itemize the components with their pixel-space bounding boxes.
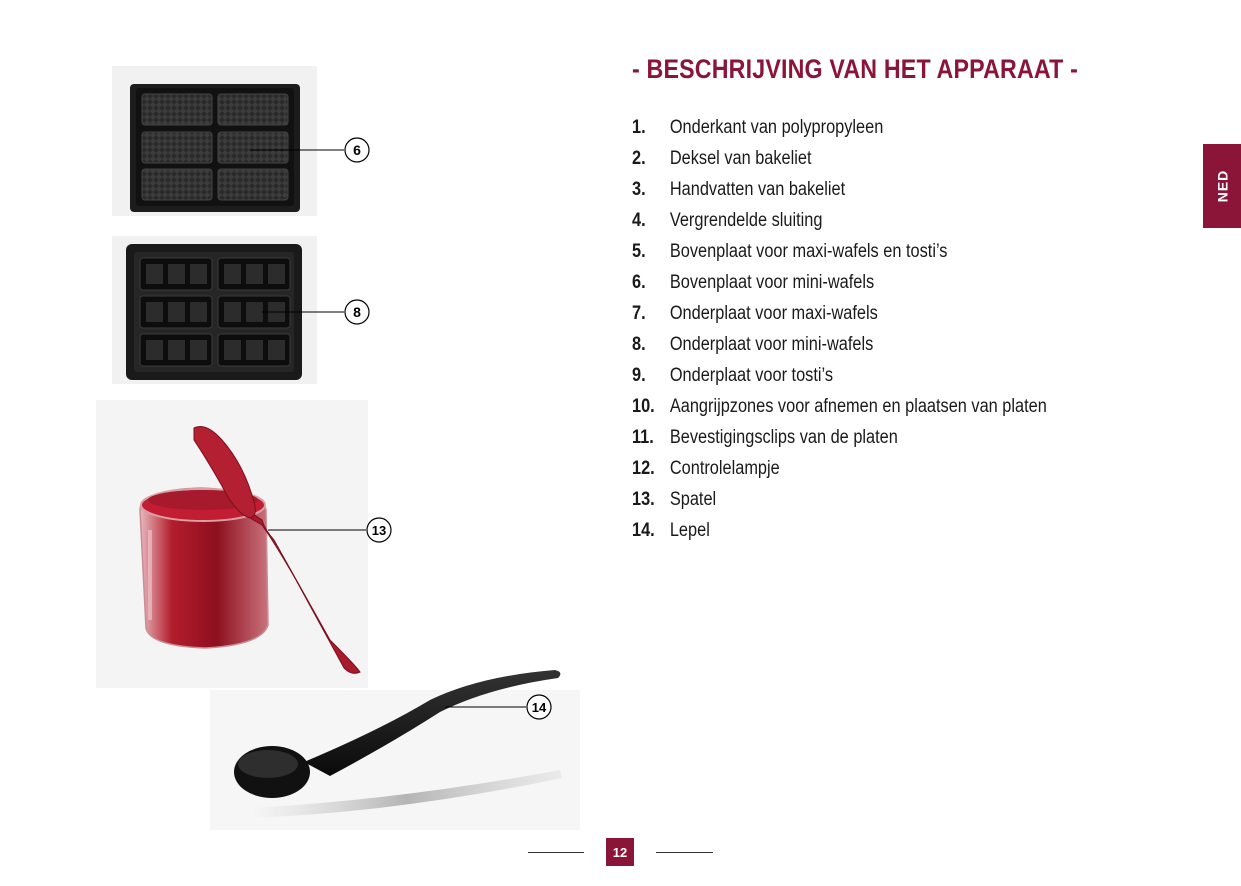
list-item: 7. Onderplaat voor maxi-wafels (632, 303, 878, 324)
page-title: - BESCHRIJVING VAN HET APPARAAT - (632, 54, 1079, 84)
ladle (210, 670, 580, 830)
parts-list (632, 114, 1114, 548)
list-item: 4. Vergrendelde sluiting (632, 210, 823, 231)
list-item: 8. Onderplaat voor mini-wafels (632, 334, 874, 355)
list-item: 2. Deksel van bakeliet (632, 148, 812, 169)
footer-rule-left (528, 852, 584, 853)
callout-13 (367, 518, 391, 542)
list-item: 5. Bovenplaat voor maxi-wafels en tosti’s (632, 241, 948, 262)
list-item: 10. Aangrijpzones voor afnemen en plaatsen van platen (632, 396, 1047, 417)
list-item: 13. Spatel (632, 489, 717, 510)
list-item: 9. Onderplaat voor tosti’s (632, 365, 834, 386)
list-item: 6. Bovenplaat voor mini-wafels (632, 272, 875, 293)
list-item: 14. Lepel (632, 520, 710, 541)
language-tab (1203, 144, 1241, 228)
list-item: 3. Handvatten van bakeliet (632, 179, 846, 200)
callout-6 (345, 138, 369, 162)
jam-jar-with-spatula (96, 400, 368, 688)
language-tab-label: NED (1214, 169, 1230, 203)
svg-text:14: 14 (531, 700, 547, 715)
page-number: 12 (606, 838, 634, 866)
callout-14 (527, 695, 551, 719)
footer-rule-right (656, 852, 713, 853)
mini-wafel-top-plate (112, 66, 317, 216)
callout-8 (345, 300, 369, 324)
svg-text:13: 13 (371, 523, 387, 538)
svg-text:6: 6 (353, 142, 361, 158)
svg-text:8: 8 (353, 304, 361, 320)
list-item: 11. Bevestigingsclips van de platen (632, 427, 898, 448)
list-item: 12. Controlelampje (632, 458, 780, 479)
list-item: 1. Onderkant van polypropyleen (632, 117, 884, 138)
product-illustrations (0, 0, 600, 840)
mini-wafel-bottom-plate (112, 236, 317, 384)
